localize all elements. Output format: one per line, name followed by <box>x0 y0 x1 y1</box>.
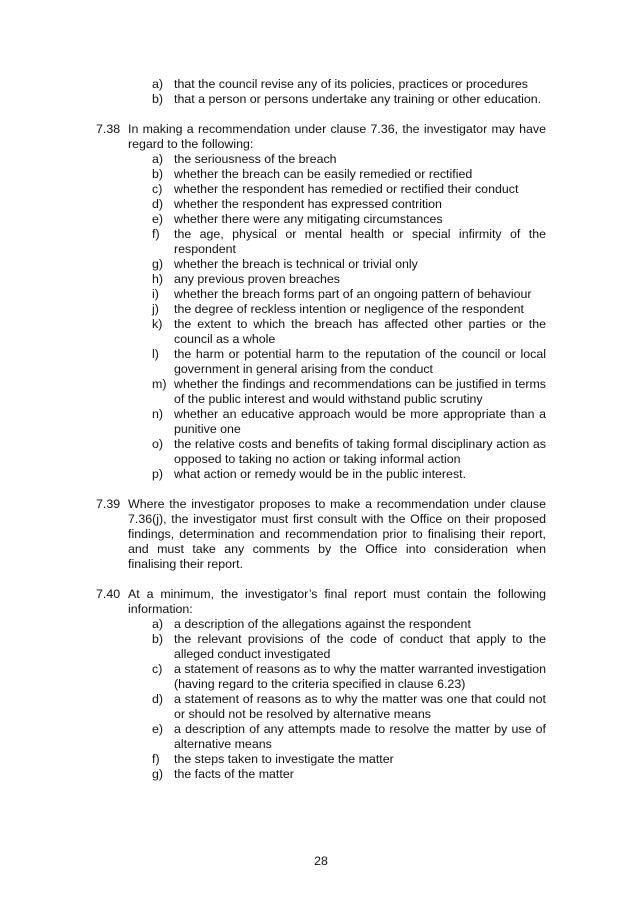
clause-7-38-list <box>96 152 546 482</box>
page-number: 28 <box>314 854 328 868</box>
list-item <box>152 197 546 212</box>
list-item-text: that the council revise any of its policies, practices or procedures <box>174 77 528 91</box>
list-item <box>152 92 546 107</box>
list-item <box>152 287 546 302</box>
list-item <box>152 212 546 227</box>
list-item-text: a statement of reasons as to why the matter was one that could not or should not be resolved by alternative means <box>174 692 546 721</box>
list-item-label: g) <box>152 767 164 781</box>
list-item <box>152 347 546 377</box>
list-item <box>152 437 546 467</box>
clause-text: At a minimum, the investigator’s final report must contain the following information: <box>128 587 546 616</box>
list-item-text: whether an educative approach would be more appropriate than a punitive one <box>174 407 546 436</box>
list-item-label: a) <box>152 77 164 91</box>
list-item <box>152 167 546 182</box>
list-item-text: the age, physical or mental health or special infirmity of the respondent <box>174 227 546 256</box>
list-item-label: j) <box>152 302 159 316</box>
clause-number: 7.40 <box>96 587 121 601</box>
list-item-label: c) <box>152 662 163 676</box>
list-item-text: the degree of reckless intention or negligence of the respondent <box>174 302 524 316</box>
intro-list <box>96 77 546 107</box>
list-item-text: what action or remedy would be in the public interest. <box>174 467 467 481</box>
list-item-label: p) <box>152 467 164 481</box>
list-item <box>152 722 546 752</box>
list-item-text: a description of any attempts made to resolve the matter by use of alternative means <box>174 722 546 751</box>
list-item-text: whether the breach is technical or trivial only <box>174 257 418 271</box>
list-item-label: b) <box>152 92 164 106</box>
list-item-text: whether the breach can be easily remedied or rectified <box>174 167 473 181</box>
clause-number: 7.39 <box>96 497 121 511</box>
clause-number: 7.38 <box>96 122 121 136</box>
list-item-text: whether there were any mitigating circumstances <box>174 212 443 226</box>
list-item-text: any previous proven breaches <box>174 272 340 286</box>
list-item <box>152 662 546 692</box>
list-item-label: c) <box>152 182 163 196</box>
list-item-text: whether the respondent has remedied or rectified their conduct <box>174 182 519 196</box>
list-item-label: d) <box>152 692 164 706</box>
list-item <box>152 77 546 92</box>
list-item-text: the harm or potential harm to the reputation of the council or local government in general arising from the conduct <box>174 347 546 376</box>
clause-7-38 <box>96 122 546 152</box>
list-item-text: the relative costs and benefits of taking formal disciplinary action as opposed to taking no action or taking informal action <box>174 437 546 466</box>
list-item-label: e) <box>152 212 164 226</box>
list-item-text: the facts of the matter <box>174 767 294 781</box>
list-item <box>152 407 546 437</box>
list-item-label: m) <box>152 377 167 391</box>
list-item <box>152 317 546 347</box>
list-item-label: h) <box>152 272 164 286</box>
list-item-text: a statement of reasons as to why the matter warranted investigation (having regard to the criteria specified in clause 6.23) <box>174 662 546 691</box>
clause-7-40-list <box>96 617 546 782</box>
list-item <box>152 302 546 317</box>
list-item-label: l) <box>152 347 159 361</box>
list-item-text: that a person or persons undertake any training or other education. <box>174 92 542 106</box>
list-item-text: whether the findings and recommendations can be justified in terms of the public interest and would withstand public scrutiny <box>174 377 546 406</box>
list-item-text: the steps taken to investigate the matter <box>174 752 394 766</box>
list-item-label: d) <box>152 197 164 211</box>
list-item-label: g) <box>152 257 164 271</box>
list-item-text: whether the respondent has expressed contrition <box>174 197 442 211</box>
list-item-text: a description of the allegations against the respondent <box>174 617 471 631</box>
list-item-text: whether the breach forms part of an ongoing pattern of behaviour <box>174 287 532 301</box>
list-item <box>152 467 546 482</box>
list-item-label: b) <box>152 167 164 181</box>
list-item-text: the extent to which the breach has affected other parties or the council as a whole <box>174 317 546 346</box>
list-item <box>152 752 546 767</box>
list-item <box>152 227 546 257</box>
list-item-text: the relevant provisions of the code of conduct that apply to the alleged conduct investigated <box>174 632 546 661</box>
list-item <box>152 692 546 722</box>
list-item <box>152 767 546 782</box>
page-content <box>96 77 546 782</box>
list-item <box>152 152 546 167</box>
list-item-label: a) <box>152 617 164 631</box>
list-item-label: i) <box>152 287 159 301</box>
list-item-label: f) <box>152 227 160 241</box>
list-item-label: e) <box>152 722 164 736</box>
list-item-label: a) <box>152 152 164 166</box>
clause-text: In making a recommendation under clause 7.36, the investigator may have regard to the following: <box>128 122 546 151</box>
list-item-text: the seriousness of the breach <box>174 152 337 166</box>
list-item-label: k) <box>152 317 163 331</box>
list-item <box>152 182 546 197</box>
list-item-label: b) <box>152 632 164 646</box>
list-item <box>152 272 546 287</box>
clause-7-39 <box>96 497 546 572</box>
clause-text: Where the investigator proposes to make a recommendation under clause 7.36(j), the investigator must first consult with the Office on their proposed findings, determination and recommendation prior to finalising their report, and must take any comments by the Office into consideration when finalising their report. <box>128 497 546 571</box>
list-item-label: o) <box>152 437 164 451</box>
list-item <box>152 632 546 662</box>
list-item <box>152 257 546 272</box>
clause-7-40 <box>96 587 546 617</box>
list-item <box>152 377 546 407</box>
list-item-label: f) <box>152 752 160 766</box>
list-item <box>152 617 546 632</box>
list-item-label: n) <box>152 407 164 421</box>
